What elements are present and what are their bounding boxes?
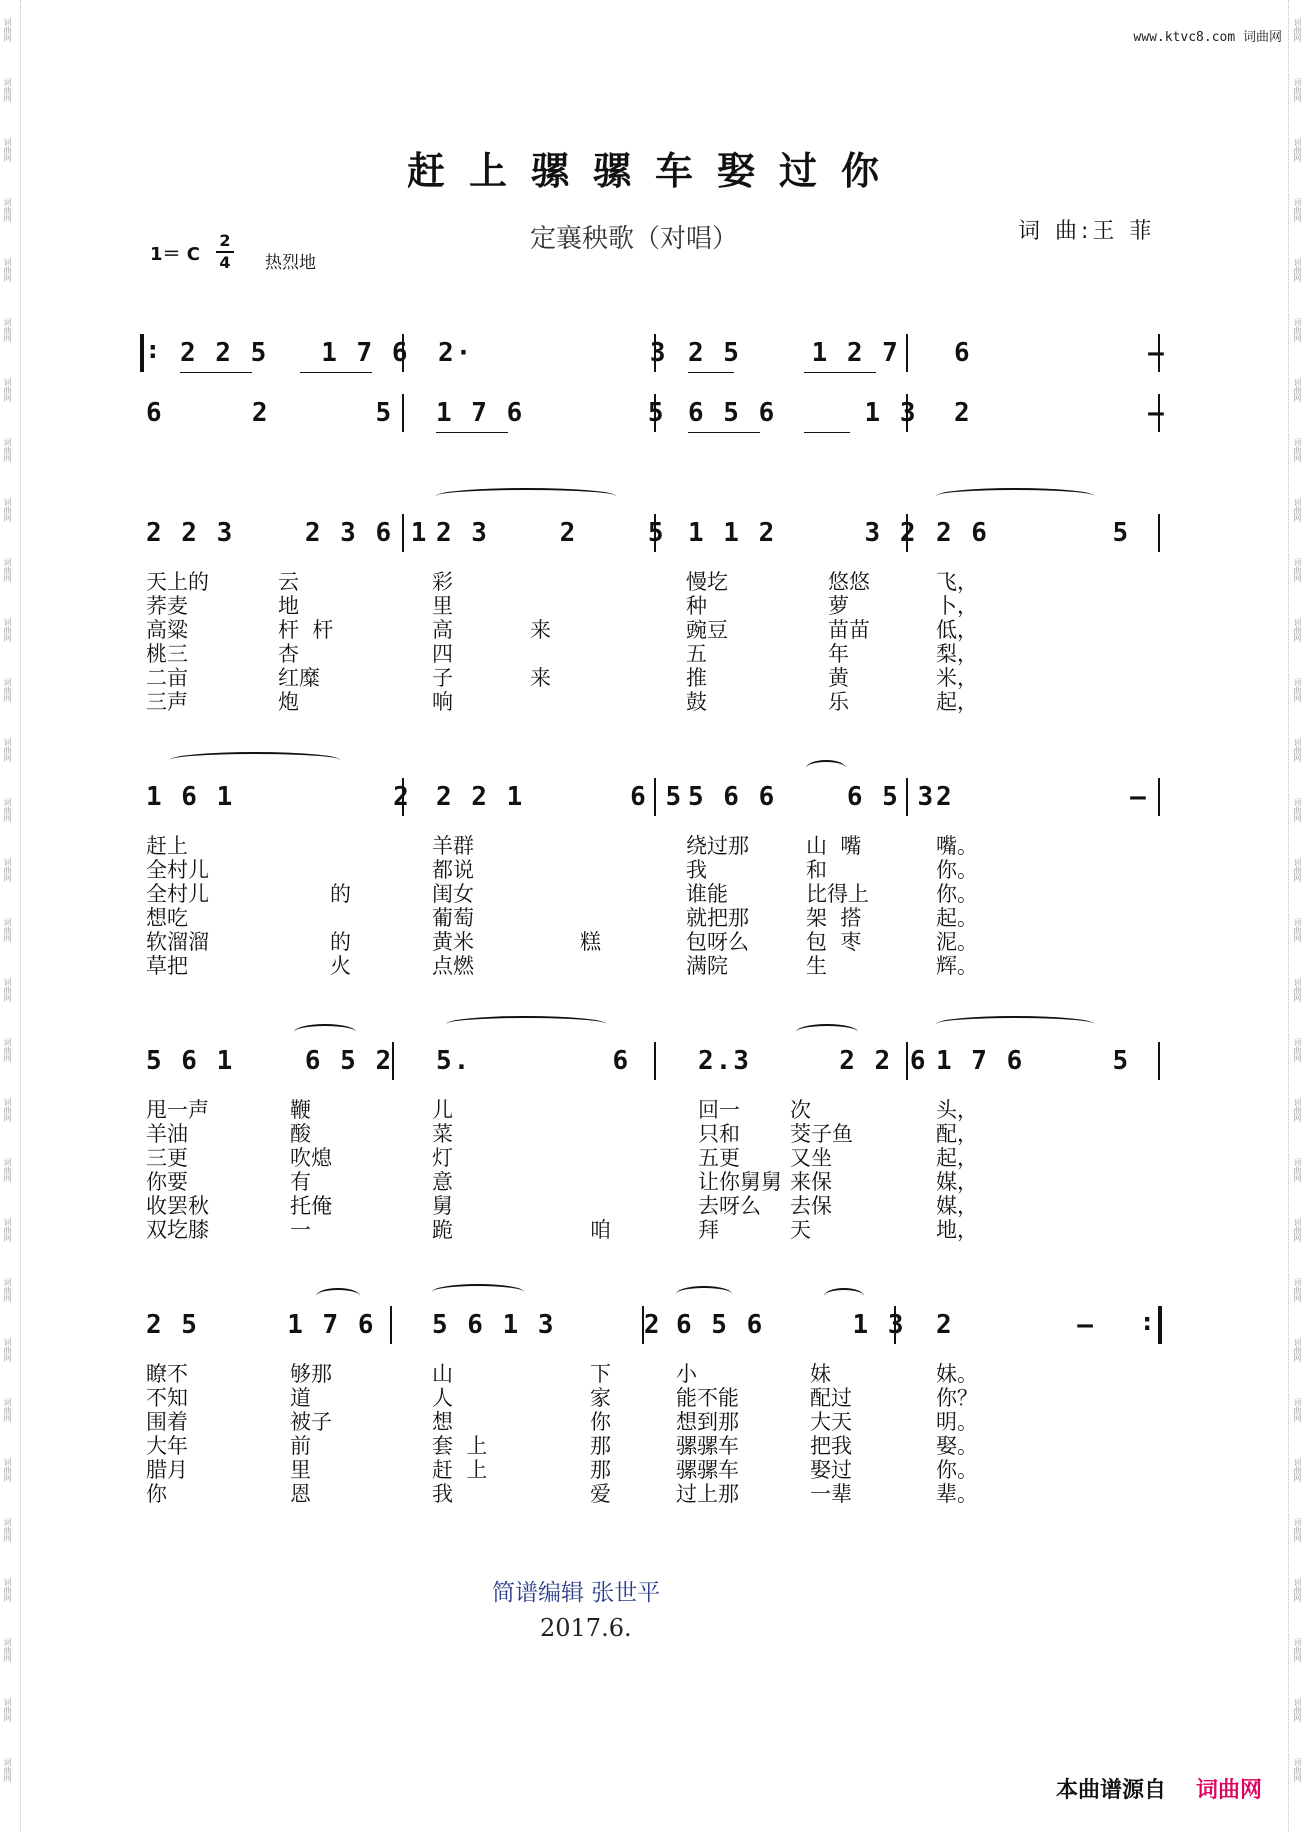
lyric-verse-row	[0, 1454, 1310, 1482]
lyric-word: 里	[432, 594, 453, 618]
lyric-word: 起，	[936, 1146, 978, 1170]
lyric-verse-row	[0, 590, 1310, 618]
side-watermark-text: 词曲网	[1293, 258, 1302, 282]
lyric-word: 被子	[290, 1410, 332, 1434]
lyric-word: 三声	[146, 690, 188, 714]
score-system-4	[0, 1310, 1310, 1360]
side-watermark-text: 词曲网	[3, 378, 12, 402]
lyric-word: 杏	[278, 642, 299, 666]
side-watermark-text: 词曲网	[3, 198, 12, 222]
lyric-word: 羊群	[432, 834, 474, 858]
lyric-word: 菜	[432, 1122, 453, 1146]
lyric-word: 意	[432, 1170, 453, 1194]
lyric-word: 软溜溜	[146, 930, 209, 954]
lyric-word: 我	[432, 1482, 453, 1506]
lyric-verse-row	[0, 1190, 1310, 1218]
lyric-word: 双圪膝	[146, 1218, 209, 1242]
lyric-word: 小	[676, 1362, 697, 1386]
side-watermark-text: 词曲网	[1293, 678, 1302, 702]
lyric-word: 明。	[936, 1410, 978, 1434]
lyric-word: 我	[686, 858, 707, 882]
side-watermark-text: 词曲网	[3, 918, 12, 942]
lyric-word: 你要	[146, 1170, 188, 1194]
lyric-verse-row	[0, 638, 1310, 666]
lyric-verse-row	[0, 566, 1310, 594]
score-measure: 2.3 2 2 6	[698, 1046, 928, 1076]
repeat-end-sign	[1144, 1306, 1162, 1344]
lyric-word: 想到那	[676, 1410, 739, 1434]
lyric-word: 来保	[790, 1170, 832, 1194]
time-sig-top: 2	[219, 231, 231, 250]
lyric-word: 让你舅舅	[698, 1170, 782, 1194]
lyric-word: 那	[590, 1434, 611, 1458]
side-watermark-text: 词曲网	[1293, 1698, 1302, 1722]
lyric-word: 二亩	[146, 666, 188, 690]
lyric-word: 豌豆	[686, 618, 728, 642]
lyric-word: 推	[686, 666, 707, 690]
lyric-word: 山 嘴	[806, 834, 862, 858]
lyric-word: 年	[828, 642, 849, 666]
score-measure: 6 —	[954, 338, 1166, 368]
lyric-verse-row	[0, 1478, 1310, 1506]
site-watermark: www.ktvc8.com 词曲网	[1133, 30, 1282, 45]
lyric-word: 够那	[290, 1362, 332, 1386]
side-watermark-text: 词曲网	[3, 978, 12, 1002]
lyric-verse-row	[0, 1430, 1310, 1458]
lyric-word: 米，	[936, 666, 978, 690]
side-watermark-text: 词曲网	[1293, 318, 1302, 342]
lyric-word: 生	[806, 954, 827, 978]
lyrics-system-2	[0, 830, 1310, 978]
side-watermark-text: 词曲网	[3, 1338, 12, 1362]
side-watermark-text: 词曲网	[1293, 1098, 1302, 1122]
lyric-word: 下	[590, 1362, 611, 1386]
side-watermark-text: 词曲网	[1293, 1518, 1302, 1542]
side-watermark-text: 词曲网	[1293, 138, 1302, 162]
lyric-verse-row	[0, 1094, 1310, 1122]
lyric-verse-row	[0, 614, 1310, 642]
lyric-word: 四	[432, 642, 453, 666]
lyric-word: 来	[530, 618, 551, 642]
lyric-word: 高	[432, 618, 453, 642]
side-watermark-text: 词曲网	[3, 1758, 12, 1782]
lyric-word: 火	[330, 954, 351, 978]
lyric-word: 赶 上	[432, 1458, 488, 1482]
lyric-verse-row	[0, 686, 1310, 714]
lyric-word: 泥。	[936, 930, 978, 954]
song-title: 赶上骡骡车娶过你	[406, 148, 903, 193]
lyric-verse-row	[0, 830, 1310, 858]
score-measure: 5 6 6 6 5 3	[688, 782, 936, 812]
lyric-word: 爱	[590, 1482, 611, 1506]
score-measure: 2 5 1 2 7	[688, 338, 900, 368]
lyric-word: 酸	[290, 1122, 311, 1146]
lyric-word: 荞麦	[146, 594, 188, 618]
side-watermark-text: 词曲网	[3, 1578, 12, 1602]
lyric-word: 架 搭	[806, 906, 862, 930]
lyric-word: 咱	[590, 1218, 611, 1242]
lyric-word: 五更	[698, 1146, 740, 1170]
side-watermark-text: 词曲网	[3, 1398, 12, 1422]
lyric-word: 想	[432, 1410, 453, 1434]
lyric-word: 媒，	[936, 1170, 978, 1194]
lyric-word: 你	[590, 1410, 611, 1434]
lyric-word: 都说	[432, 858, 474, 882]
lyric-word: 娶。	[936, 1434, 978, 1458]
composer-credit: 词 曲:王 菲	[1018, 219, 1156, 244]
score-measure: 1 7 6 5	[936, 1046, 1131, 1076]
lyric-verse-row	[0, 878, 1310, 906]
lyric-word: 包 枣	[806, 930, 862, 954]
lyric-word: 家	[590, 1386, 611, 1410]
lyric-word: 套 上	[432, 1434, 488, 1458]
lyric-word: 配，	[936, 1122, 978, 1146]
side-watermark-text: 词曲网	[3, 1638, 12, 1662]
score-system-2	[0, 782, 1310, 832]
score-measure: 5 6 1 3 2	[432, 1310, 662, 1340]
lyric-word: 想吃	[146, 906, 188, 930]
score-measure: 2 3 2 5	[436, 518, 666, 548]
side-watermark-text: 词曲网	[1293, 1158, 1302, 1182]
lyric-word: 甩一声	[146, 1098, 209, 1122]
lyric-word: 有	[290, 1170, 311, 1194]
lyric-word: 黄	[828, 666, 849, 690]
lyric-word: 只和	[698, 1122, 740, 1146]
lyric-word: 赶上	[146, 834, 188, 858]
time-sig-bottom: 4	[219, 253, 231, 272]
lyric-word: 闺女	[432, 882, 474, 906]
intro-line-2	[0, 398, 1310, 448]
side-watermark-text: 词曲网	[1293, 918, 1302, 942]
score-measure: 1 6 1 2	[146, 782, 411, 812]
side-watermark-text: 词曲网	[3, 258, 12, 282]
lyric-word: 不知	[146, 1386, 188, 1410]
lyric-word: 娶过	[810, 1458, 852, 1482]
lyric-word: 能不能	[676, 1386, 739, 1410]
score-measure: 2 —	[954, 398, 1166, 428]
lyric-word: 人	[432, 1386, 453, 1410]
lyric-verse-row	[0, 1118, 1310, 1146]
score-measure: 6 5 6 1 3	[676, 1310, 906, 1340]
side-watermark-text: 词曲网	[3, 618, 12, 642]
lyric-word: 吹熄	[290, 1146, 332, 1170]
lyric-word: 妹。	[936, 1362, 978, 1386]
lyric-word: 围着	[146, 1410, 188, 1434]
lyric-word: 满院	[686, 954, 728, 978]
side-watermark-text: 词曲网	[3, 318, 12, 342]
editor-credit: 简谱编辑 张世平	[492, 1580, 661, 1606]
side-watermark-text: 词曲网	[3, 1518, 12, 1542]
lyric-word: 又坐	[790, 1146, 832, 1170]
lyric-word: 谁能	[686, 882, 728, 906]
side-watermark-text: 词曲网	[3, 18, 12, 42]
lyric-word: 起，	[936, 690, 978, 714]
side-watermark-text: 词曲网	[3, 78, 12, 102]
lyric-word: 苗苗	[828, 618, 870, 642]
side-watermark-text: 词曲网	[3, 498, 12, 522]
lyric-word: 糕	[580, 930, 601, 954]
lyric-verse-row	[0, 950, 1310, 978]
lyric-word: 山	[432, 1362, 453, 1386]
score-measure: 2 —	[936, 1310, 1095, 1340]
side-watermark-text: 词曲网	[3, 558, 12, 582]
lyric-word: 次	[790, 1098, 811, 1122]
lyric-word: 的	[330, 882, 351, 906]
lyric-word: 红糜	[278, 666, 320, 690]
side-watermark-text: 词曲网	[1293, 1638, 1302, 1662]
side-watermark-text: 词曲网	[1293, 378, 1302, 402]
lyric-word: 和	[806, 858, 827, 882]
lyric-word: 一	[290, 1218, 311, 1242]
lyric-word: 全村儿	[146, 858, 209, 882]
side-watermark-text: 词曲网	[3, 1278, 12, 1302]
lyric-word: 去保	[790, 1194, 832, 1218]
lyric-word: 道	[290, 1386, 311, 1410]
side-watermark-text: 词曲网	[1293, 858, 1302, 882]
score-measure: 1 7 6 5	[436, 398, 666, 428]
lyrics-system-4	[0, 1358, 1310, 1506]
side-watermark-text: 词曲网	[1293, 558, 1302, 582]
score-measure: 2· 3	[438, 338, 668, 368]
lyric-word: 响	[432, 690, 453, 714]
lyric-word: 羊油	[146, 1122, 188, 1146]
lyric-word: 你。	[936, 858, 978, 882]
lyric-word: 地	[278, 594, 299, 618]
source-brand-link[interactable]: 词曲网	[1196, 1778, 1263, 1803]
lyric-word: 高粱	[146, 618, 188, 642]
lyric-word: 回一	[698, 1098, 740, 1122]
lyric-word: 慢圪	[686, 570, 728, 594]
lyric-word: 瞭不	[146, 1362, 188, 1386]
lyric-word: 鞭	[290, 1098, 311, 1122]
lyric-word: 低，	[936, 618, 978, 642]
side-watermark-text: 词曲网	[3, 438, 12, 462]
source-note: 本曲谱源自	[1056, 1778, 1167, 1803]
side-watermark-text: 词曲网	[1293, 18, 1302, 42]
side-watermark-text: 词曲网	[3, 738, 12, 762]
lyric-word: 恩	[290, 1482, 311, 1506]
lyric-word: 一辈	[810, 1482, 852, 1506]
lyric-word: 点燃	[432, 954, 474, 978]
lyric-word: 拜	[698, 1218, 719, 1242]
side-watermark-text: 词曲网	[1293, 1278, 1302, 1302]
score-system-3	[0, 1046, 1310, 1096]
repeat-start-sign	[140, 334, 158, 372]
intro-line-1	[0, 338, 1310, 388]
lyric-word: 大天	[810, 1410, 852, 1434]
lyrics-system-1	[0, 566, 1310, 714]
lyric-word: 来	[530, 666, 551, 690]
lyric-word: 灯	[432, 1146, 453, 1170]
lyric-word: 大年	[146, 1434, 188, 1458]
side-watermark-text: 词曲网	[1293, 498, 1302, 522]
lyric-word: 三更	[146, 1146, 188, 1170]
lyric-word: 云	[278, 570, 299, 594]
lyric-word: 嘴。	[936, 834, 978, 858]
lyric-word: 骡骡车	[676, 1458, 739, 1482]
lyric-verse-row	[0, 1406, 1310, 1434]
side-watermark-text: 词曲网	[1293, 78, 1302, 102]
score-measure: 2 6 5	[936, 518, 1131, 548]
lyric-word: 彩	[432, 570, 453, 594]
side-watermark-text: 词曲网	[3, 1098, 12, 1122]
lyric-word: 鼓	[686, 690, 707, 714]
lyric-word: 头，	[936, 1098, 978, 1122]
side-watermark-text: 词曲网	[3, 138, 12, 162]
side-watermark-text: 词曲网	[1293, 198, 1302, 222]
lyric-word: 骡骡车	[676, 1434, 739, 1458]
lyric-verse-row	[0, 854, 1310, 882]
lyric-word: 绕过那	[686, 834, 749, 858]
lyric-word: 茭子鱼	[790, 1122, 853, 1146]
lyric-word: 桃三	[146, 642, 188, 666]
score-measure: 1 1 2 3 2	[688, 518, 918, 548]
score-system-1	[0, 518, 1310, 568]
lyric-word: 葡萄	[432, 906, 474, 930]
side-watermark-text: 词曲网	[1293, 1038, 1302, 1062]
edit-date: 2017.6.	[540, 1614, 632, 1642]
side-watermark-text: 词曲网	[1293, 978, 1302, 1002]
score-measure: 5 6 1 6 5 2	[146, 1046, 394, 1076]
lyric-word: 儿	[432, 1098, 453, 1122]
lyric-word: 你。	[936, 1458, 978, 1482]
lyric-word: 乐	[828, 690, 849, 714]
tempo-marking: 热烈地	[265, 253, 316, 273]
lyric-word: 炮	[278, 690, 299, 714]
lyric-word: 悠悠	[828, 570, 870, 594]
lyric-word: 黄米	[432, 930, 474, 954]
lyric-word: 种	[686, 594, 707, 618]
lyric-word: 全村儿	[146, 882, 209, 906]
side-watermark-text: 词曲网	[3, 1458, 12, 1482]
lyric-word: 腊月	[146, 1458, 188, 1482]
lyric-word: 收罢秋	[146, 1194, 209, 1218]
score-measure: 6 2 5	[146, 398, 394, 428]
key-signature: 1＝ C	[150, 244, 201, 265]
lyric-word: 飞，	[936, 570, 978, 594]
lyric-verse-row	[0, 1358, 1310, 1386]
lyric-verse-row	[0, 926, 1310, 954]
score-measure: 5. 6	[436, 1046, 631, 1076]
side-watermark-text: 词曲网	[3, 1158, 12, 1182]
lyric-word: 辈。	[936, 1482, 978, 1506]
lyric-word: 卜，	[936, 594, 978, 618]
lyric-word: 天上的	[146, 570, 209, 594]
side-watermark-text: 词曲网	[1293, 618, 1302, 642]
lyric-word: 的	[330, 930, 351, 954]
side-watermark-text: 词曲网	[3, 678, 12, 702]
lyric-word: 萝	[828, 594, 849, 618]
lyric-word: 跪	[432, 1218, 453, 1242]
lyric-word: 起。	[936, 906, 978, 930]
score-measure: 6 5 6 1 3	[688, 398, 918, 428]
lyric-word: 子	[432, 666, 453, 690]
lyric-word: 配过	[810, 1386, 852, 1410]
side-watermark-text: 词曲网	[1293, 438, 1302, 462]
side-watermark-text: 词曲网	[1293, 1458, 1302, 1482]
score-measure: 2 5 1 7 6	[146, 1310, 376, 1340]
side-watermark-text: 词曲网	[3, 858, 12, 882]
side-watermark-text: 词曲网	[1293, 1758, 1302, 1782]
lyric-word: 过上那	[676, 1482, 739, 1506]
lyric-word: 辉。	[936, 954, 978, 978]
score-measure: 2 2 3 2 3 6 1	[146, 518, 429, 548]
lyric-word: 你？	[936, 1386, 978, 1410]
lyric-word: 包呀么	[686, 930, 749, 954]
lyric-word: 比得上	[806, 882, 869, 906]
side-watermark-text: 词曲网	[1293, 738, 1302, 762]
side-watermark-text: 词曲网	[1293, 1398, 1302, 1422]
lyric-verse-row	[0, 1166, 1310, 1194]
score-measure: 2 2 5 1 7 6	[180, 338, 410, 368]
side-watermark-text: 词曲网	[1293, 1218, 1302, 1242]
lyric-word: 你	[146, 1482, 167, 1506]
lyric-word: 就把那	[686, 906, 749, 930]
lyric-word: 舅	[432, 1194, 453, 1218]
lyric-word: 里	[290, 1458, 311, 1482]
side-watermark-text: 词曲网	[3, 1038, 12, 1062]
side-watermark-text: 词曲网	[1293, 798, 1302, 822]
lyric-word: 去呀么	[698, 1194, 761, 1218]
score-measure: 2 2 1 6 5	[436, 782, 684, 812]
lyric-word: 那	[590, 1458, 611, 1482]
lyric-word: 草把	[146, 954, 188, 978]
lyric-word: 把我	[810, 1434, 852, 1458]
lyric-word: 你。	[936, 882, 978, 906]
lyric-word: 媒，	[936, 1194, 978, 1218]
lyric-word: 地，	[936, 1218, 978, 1242]
side-watermark-text: 词曲网	[1293, 1578, 1302, 1602]
lyric-word: 前	[290, 1434, 311, 1458]
side-watermark-text: 词曲网	[1293, 1338, 1302, 1362]
lyric-word: 杆 杆	[278, 618, 334, 642]
lyrics-system-3	[0, 1094, 1310, 1242]
lyric-word: 天	[790, 1218, 811, 1242]
song-subtitle: 定襄秧歌（对唱）	[530, 224, 739, 254]
lyric-word: 五	[686, 642, 707, 666]
lyric-word: 妹	[810, 1362, 831, 1386]
side-watermark-text: 词曲网	[3, 1218, 12, 1242]
lyric-word: 托俺	[290, 1194, 332, 1218]
lyric-verse-row	[0, 1214, 1310, 1242]
side-watermark-text: 词曲网	[3, 1698, 12, 1722]
time-signature	[216, 232, 234, 272]
score-measure: 2 —	[936, 782, 1148, 812]
side-watermark-text: 词曲网	[3, 798, 12, 822]
lyric-word: 梨，	[936, 642, 978, 666]
